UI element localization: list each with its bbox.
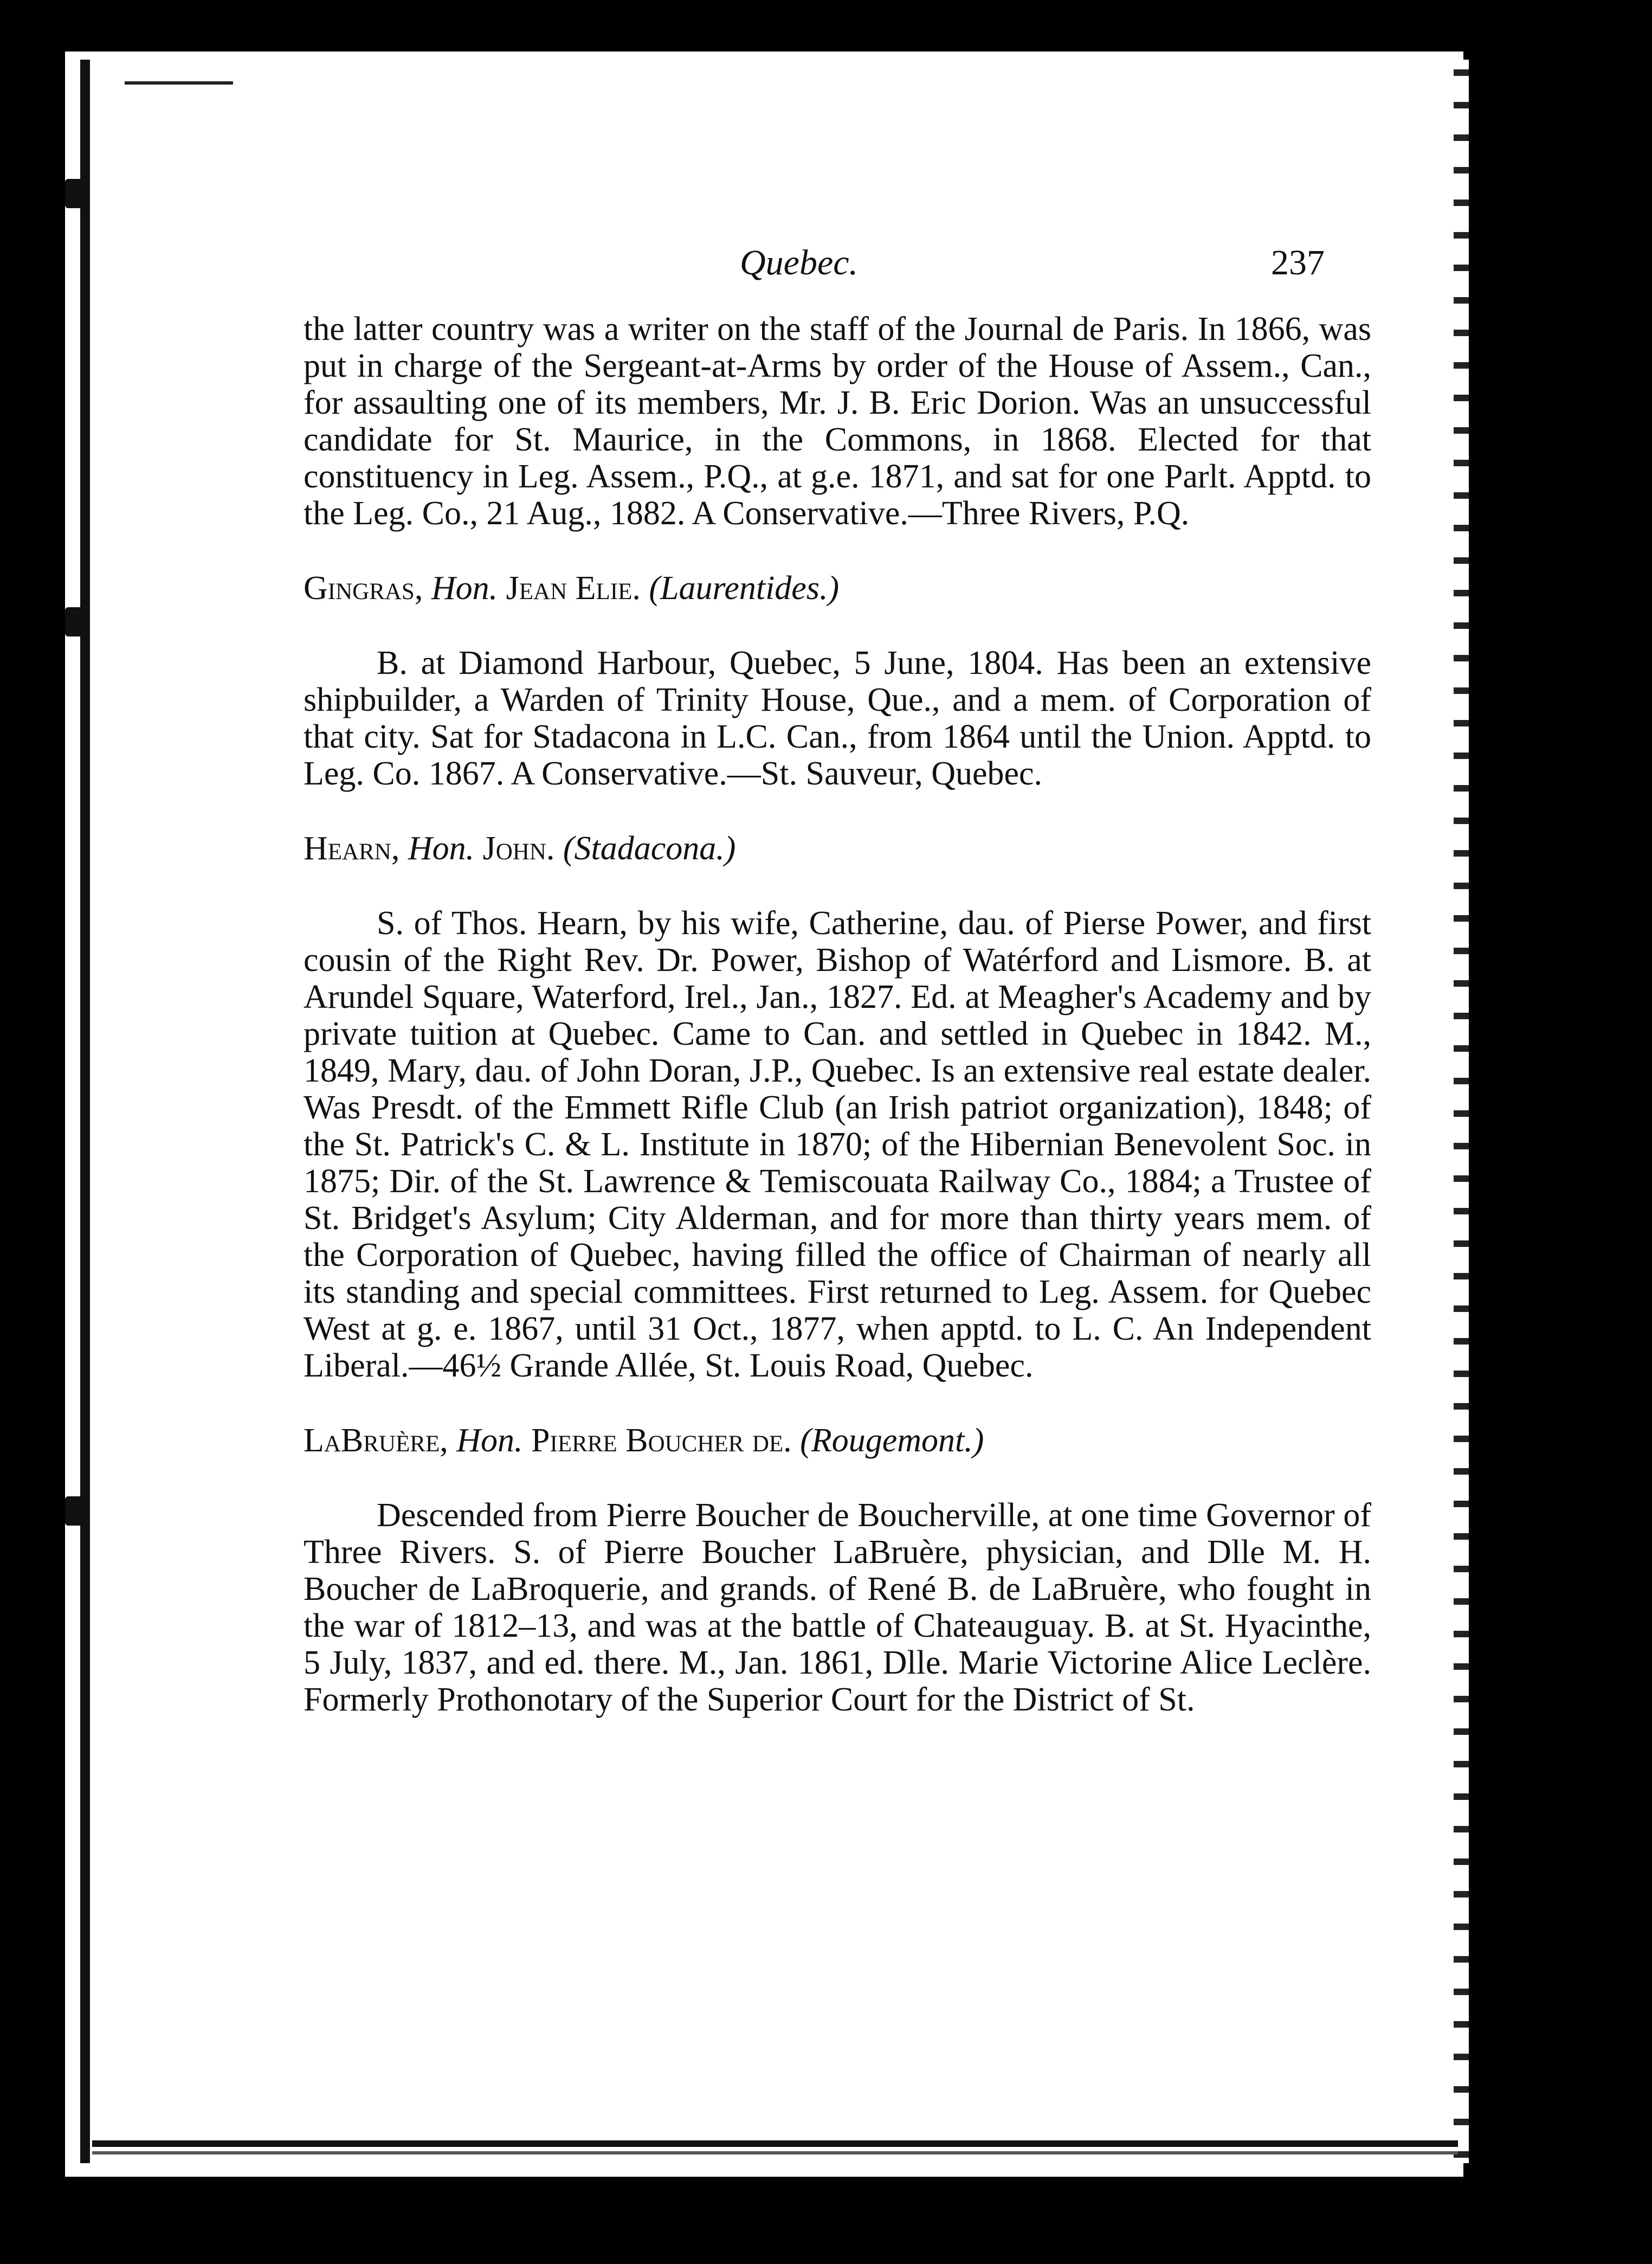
binding-hole	[65, 1496, 83, 1526]
scan-smudge	[125, 81, 233, 85]
entry-body-hearn: S. of Thos. Hearn, by his wife, Catherine, dau. of Pierse Power, and first cousin of the Right Rev. Dr. Power, Bishop of Watérford and Lismore. B. at Arundel Square, Waterford, Irel., Jan., 1827. Ed. at Meagher's Academy and by private tuition at Quebec. Came to Can. and settled in Quebec in 1842. M., 1849, Mary, dau. of John Doran, J.P., Quebec. Is an extensive real estate dealer. Was Presdt. of the Emmett Rifle Club (an Irish patriot organization), 1848; of the St. Patrick's C. & L. Institute in 1870; of the Hibernian Benevolent Soc. in 1875; Dir. of the St. Lawrence & Temiscouata Railway Co., 1884; a Trustee of St. Bridget's Asylum; City Alderman, and for more than thirty years mem. of the Corporation of Quebec, having filled the office of Chairman of nearly all its standing and special committees. First returned to Leg. Assem. for Quebec West at g. e. 1867, until 31 Oct., 1877, when apptd. to L. C. An Independent Liberal.—46½ Grande Allée, St. Louis Road, Quebec.	[304, 905, 1371, 1384]
entry-heading-hearn	[304, 830, 1371, 867]
entry-surname: Hearn,	[304, 830, 400, 867]
entry-surname: LaBruère,	[304, 1422, 448, 1459]
entry-given-names: Pierre Boucher de.	[531, 1422, 792, 1459]
book-page	[65, 52, 1463, 2177]
page-number: 237	[1271, 243, 1325, 282]
entry-heading-labruere	[304, 1422, 1371, 1459]
entry-surname: Gingras,	[304, 570, 423, 607]
entry-division: (Stadacona.)	[563, 830, 736, 867]
entry-heading-gingras	[304, 570, 1371, 607]
entry-division: (Rougemont.)	[800, 1422, 984, 1459]
binding-hole	[65, 607, 83, 636]
page-right-edge	[1454, 60, 1469, 2163]
entry-body-gingras: B. at Diamond Harbour, Quebec, 5 June, 1804. Has been an extensive shipbuilder, a Warden of Trinity House, Que., and a mem. of Corporation of that city. Sat for Stadacona in L.C. Can., from 1864 until the Union. Apptd. to Leg. Co. 1867. A Conservative.—St. Sauveur, Quebec.	[304, 645, 1371, 792]
running-head: Quebec.	[740, 243, 859, 282]
entry-division: (Laurentides.)	[649, 570, 840, 607]
continuation-paragraph: the latter country was a writer on the staff of the Journal de Paris. In 1866, was put in charge of the Sergeant-at-Arms by order of the House of Assem., Can., for assaulting one of its members, Mr. J. B. Eric Dorion. Was an unsuccessful candidate for St. Maurice, in the Commons, in 1868. Elected for that constituency in Leg. Assem., P.Q., at g.e. 1871, and sat for one Parlt. Apptd. to the Leg. Co., 21 Aug., 1882. A Conservative.—Three Rivers, P.Q.	[304, 311, 1371, 532]
page-text	[304, 311, 1371, 1718]
entry-title: Hon.	[431, 570, 498, 607]
binding-hole	[65, 179, 83, 208]
page-spine-edge	[80, 60, 90, 2163]
entry-title: Hon.	[456, 1422, 523, 1459]
entry-given-names: John.	[482, 830, 555, 867]
entry-title: Hon.	[408, 830, 475, 867]
page-header	[65, 242, 1463, 286]
page-bottom-edge-shadow	[92, 2151, 1458, 2154]
entry-body-labruere: Descended from Pierre Boucher de Boucherville, at one time Governor of Three Rivers. S. of Pierre Boucher LaBruère, physician, and Dlle M. H. Boucher de LaBroquerie, and grands. of René B. de LaBruère, who fought in the war of 1812–13, and was at the battle of Chateauguay. B. at St. Hyacinthe, 5 July, 1837, and ed. there. M., Jan. 1861, Dlle. Marie Victorine Alice Leclère. Formerly Prothonotary of the Superior Court for the District of St.	[304, 1497, 1371, 1718]
page-bottom-edge	[92, 2140, 1458, 2147]
entry-given-names: Jean Elie.	[506, 570, 641, 607]
